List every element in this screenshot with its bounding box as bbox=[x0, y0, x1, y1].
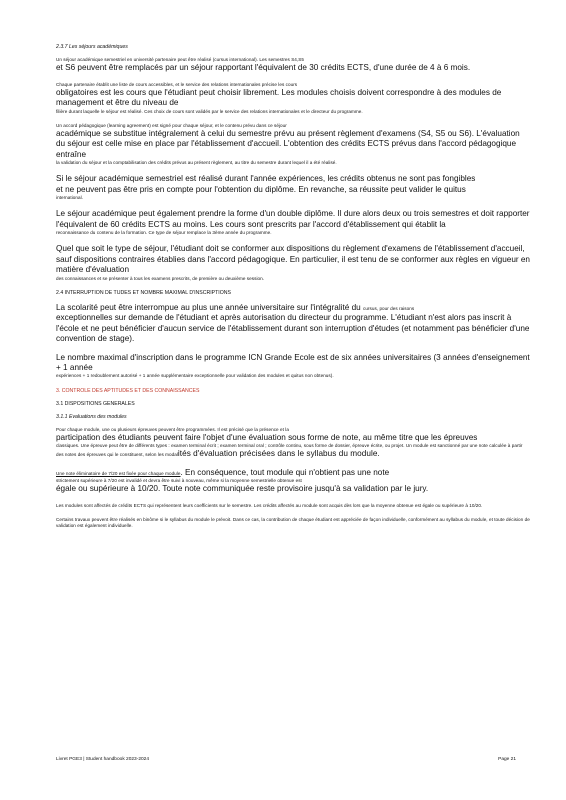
paragraph-5-line-b: reconnaissance du contenu de la formation. Ce type de séjour remplace la 3ème année du programme. bbox=[56, 230, 272, 236]
paragraph-12 bbox=[56, 517, 530, 529]
section-heading-3: 3. CONTROLE DES APTITUDES ET DES CONNAISSANCES bbox=[56, 387, 200, 394]
paragraph-11-text: Les modules sont affectés de crédits ECTS qui représentent leurs coefficients sur le semestre. Les crédits affectés au module sont acquis dès lors que la moyenne obtenue est égale ou supérieure à 10/20. bbox=[56, 502, 483, 508]
paragraph-2-line-b: obligatoires est les cours que l'étudiant peut choisir librement. Les modules choisis doivent correspondre à des modules de management et être du niveau de bbox=[56, 87, 502, 108]
paragraph-2-line-c: filière durant laquelle le séjour est réalisé. Ces choix de cours sont validés par le service des relations internationales et le directeur du programme. bbox=[56, 108, 363, 114]
paragraph-4-line-b: et ne peuvent pas être pris en compte pour l'obtention du diplôme. En revanche, sa réussite peut valider le quitus bbox=[56, 184, 466, 194]
paragraph-7-text-b: cursus, pour des raisons bbox=[362, 305, 415, 311]
paragraph-6-line-a: Quel que soit le type de séjour, l'étudiant doit se conformer aux dispositions du règlement d'examens de l'établissement d'accueil, sauf dispositions contraires établies dans l'accord pédagogique. En particulier, il est tenu de se conformer aux règles en vigueur en matière d'évaluation bbox=[56, 244, 530, 275]
paragraph-12-text: Certains travaux peuvent être réalisés en binôme si le syllabus du module le prévoit. Dans ce cas, la contribution de chaque étudiant est appréciée de façon individuelle, conformément au syllabus du module, et toute décision de validation est également individuelle. bbox=[56, 516, 530, 529]
paragraph-2 bbox=[56, 82, 530, 115]
paragraph-9 bbox=[56, 427, 530, 460]
paragraph-1 bbox=[56, 57, 530, 74]
paragraph-7-text-a: La scolarité peut être interrompue au plus une année universitaire sur l'intégralité du bbox=[56, 302, 361, 312]
page-footer bbox=[56, 757, 516, 762]
paragraph-9-text-d: ités d'évaluation précisées dans le syllabus du module. bbox=[177, 449, 380, 459]
paragraph-4-line-c: international. bbox=[56, 195, 84, 201]
paragraph-9-line-c bbox=[56, 443, 530, 460]
paragraph-7-line-a bbox=[56, 303, 530, 313]
paragraph-2-line-a: Chaque partenaire établit une liste de cours accessibles, et le service des relations internationales précise les cours bbox=[56, 81, 298, 87]
paragraph-8-line-a: Le nombre maximal d'inscription dans le programme ICN Grande Ecole est de six années universitaires (3 années d'enseignement + 1 année bbox=[56, 352, 530, 372]
document-page bbox=[56, 44, 530, 537]
paragraph-10-text-a: Une note éliminatoire de 7/20 est fixée pour chaque module bbox=[56, 470, 181, 476]
section-heading-2-3-7: 2.3.7 Les séjours académiques bbox=[56, 44, 128, 50]
paragraph-3-line-a: Un accord pédagogique (learning agreement) est signé pour chaque séjour, et le contenu prévu dans ce séjour bbox=[56, 122, 287, 128]
paragraph-1-line-a: Un séjour académique semestriel en université partenaire peut être réalisé (cursus international). Les semestres S4,S5 bbox=[56, 57, 304, 62]
paragraph-3 bbox=[56, 123, 530, 167]
paragraph-9-line-a: Pour chaque module, une ou plusieurs épreuves peuvent être programmées. Il est précisé que la présence et la bbox=[56, 426, 289, 432]
footer-left: Livret PGE3 | Student handbook 2023-2024 bbox=[56, 757, 149, 762]
paragraph-4 bbox=[56, 174, 530, 201]
paragraph-7-line-c: exceptionnelles sur demande de l'étudiant et après autorisation du directeur du programme. L'étudiant n'est alors pas inscrit à l'école et ne peut bénéficier d'aucun service de l'établissement durant son interruption d'études (et notamment pas bénéficier d'une convention de stage). bbox=[56, 313, 530, 344]
paragraph-5 bbox=[56, 209, 530, 236]
paragraph-3-line-c: la validation du séjour et la comptabilisation des crédits prévus au présent règlement, au titre du semestre durant lequel il a été réalisé. bbox=[56, 160, 337, 166]
paragraph-10 bbox=[56, 468, 530, 495]
paragraph-5-line-a: Le séjour académique peut également prendre la forme d'un double diplôme. Il dure alors deux ou trois semestres et doit rapporter l'équivalent de 60 crédits ECTS au moins. Les cours sont prescrits par l'accord d'établissement qui établit la bbox=[56, 209, 530, 229]
footer-page-number: Page 21 bbox=[498, 757, 516, 762]
section-heading-3-1: 3.1 DISPOSITIONS GENERALES bbox=[56, 400, 135, 407]
paragraph-9-line-b: participation des étudiants peuvent faire l'objet d'une évaluation sous forme de note, au même titre que les épreuves bbox=[56, 432, 478, 442]
paragraph-1-line-b: et S6 peuvent être remplacés par un séjour rapportant l'équivalent de 30 crédits ECTS, d'une durée de 4 à 6 mois. bbox=[56, 63, 471, 73]
paragraph-7 bbox=[56, 303, 530, 345]
paragraph-10-line-c: strictement supérieure à 7/20 est invalidé et devra être suivi à nouveau, même si la moyenne semestrielle obtenue est bbox=[56, 478, 302, 484]
paragraph-6-line-b: des connaissances et se présenter à tous les examens prescrits, de première ou deuxième session. bbox=[56, 275, 265, 281]
paragraph-11 bbox=[56, 503, 530, 509]
section-heading-3-1-1: 3.1.1 Evaluations des modules bbox=[56, 413, 127, 420]
paragraph-10-line-a bbox=[56, 468, 530, 478]
paragraph-3-line-b: académique se substitue intégralement à celui du semestre prévu au présent règlement d'examens (S4, S5 ou S6). L'évaluation du séjour est celle mise en place par l'établissement d'accueil. L'obtention des crédits ECTS prévus dans l'accord pédagogique entraîne bbox=[56, 129, 520, 159]
paragraph-4-line-a: Si le séjour académique semestriel est réalisé durant l'année expériences, les crédits obtenus ne sont pas fongibles bbox=[56, 174, 476, 184]
paragraph-10-text-b: . En conséquence, tout module qui n'obtient pas une note bbox=[180, 467, 390, 477]
paragraph-9-text-c: classiques. Une épreuve peut être de différents types : examen terminal écrit ; examen terminal oral ; contrôle continu, sous forme de dossier, épreuve écrite, ou projet. Un module est sanctionné par une note calculée à partir des notes des épreuves qui le constituent, selon les modal bbox=[56, 443, 523, 458]
paragraph-8-line-b: expériences + 1 redoublement autorisé + 1 année supplémentaire exceptionnelle pour validation des modules et quitus non obtenus). bbox=[56, 373, 334, 379]
paragraph-10-line-d: égale ou supérieure à 10/20. Toute note communiquée reste provisoire jusqu'à sa validation par le jury. bbox=[56, 484, 429, 494]
paragraph-6 bbox=[56, 244, 530, 281]
paragraph-8 bbox=[56, 353, 530, 380]
section-heading-2-4: 2.4 INTERRUPTION DE TUDES ET NOMBRE MAXIMAL D'INSCRIPTIONS bbox=[56, 289, 231, 296]
